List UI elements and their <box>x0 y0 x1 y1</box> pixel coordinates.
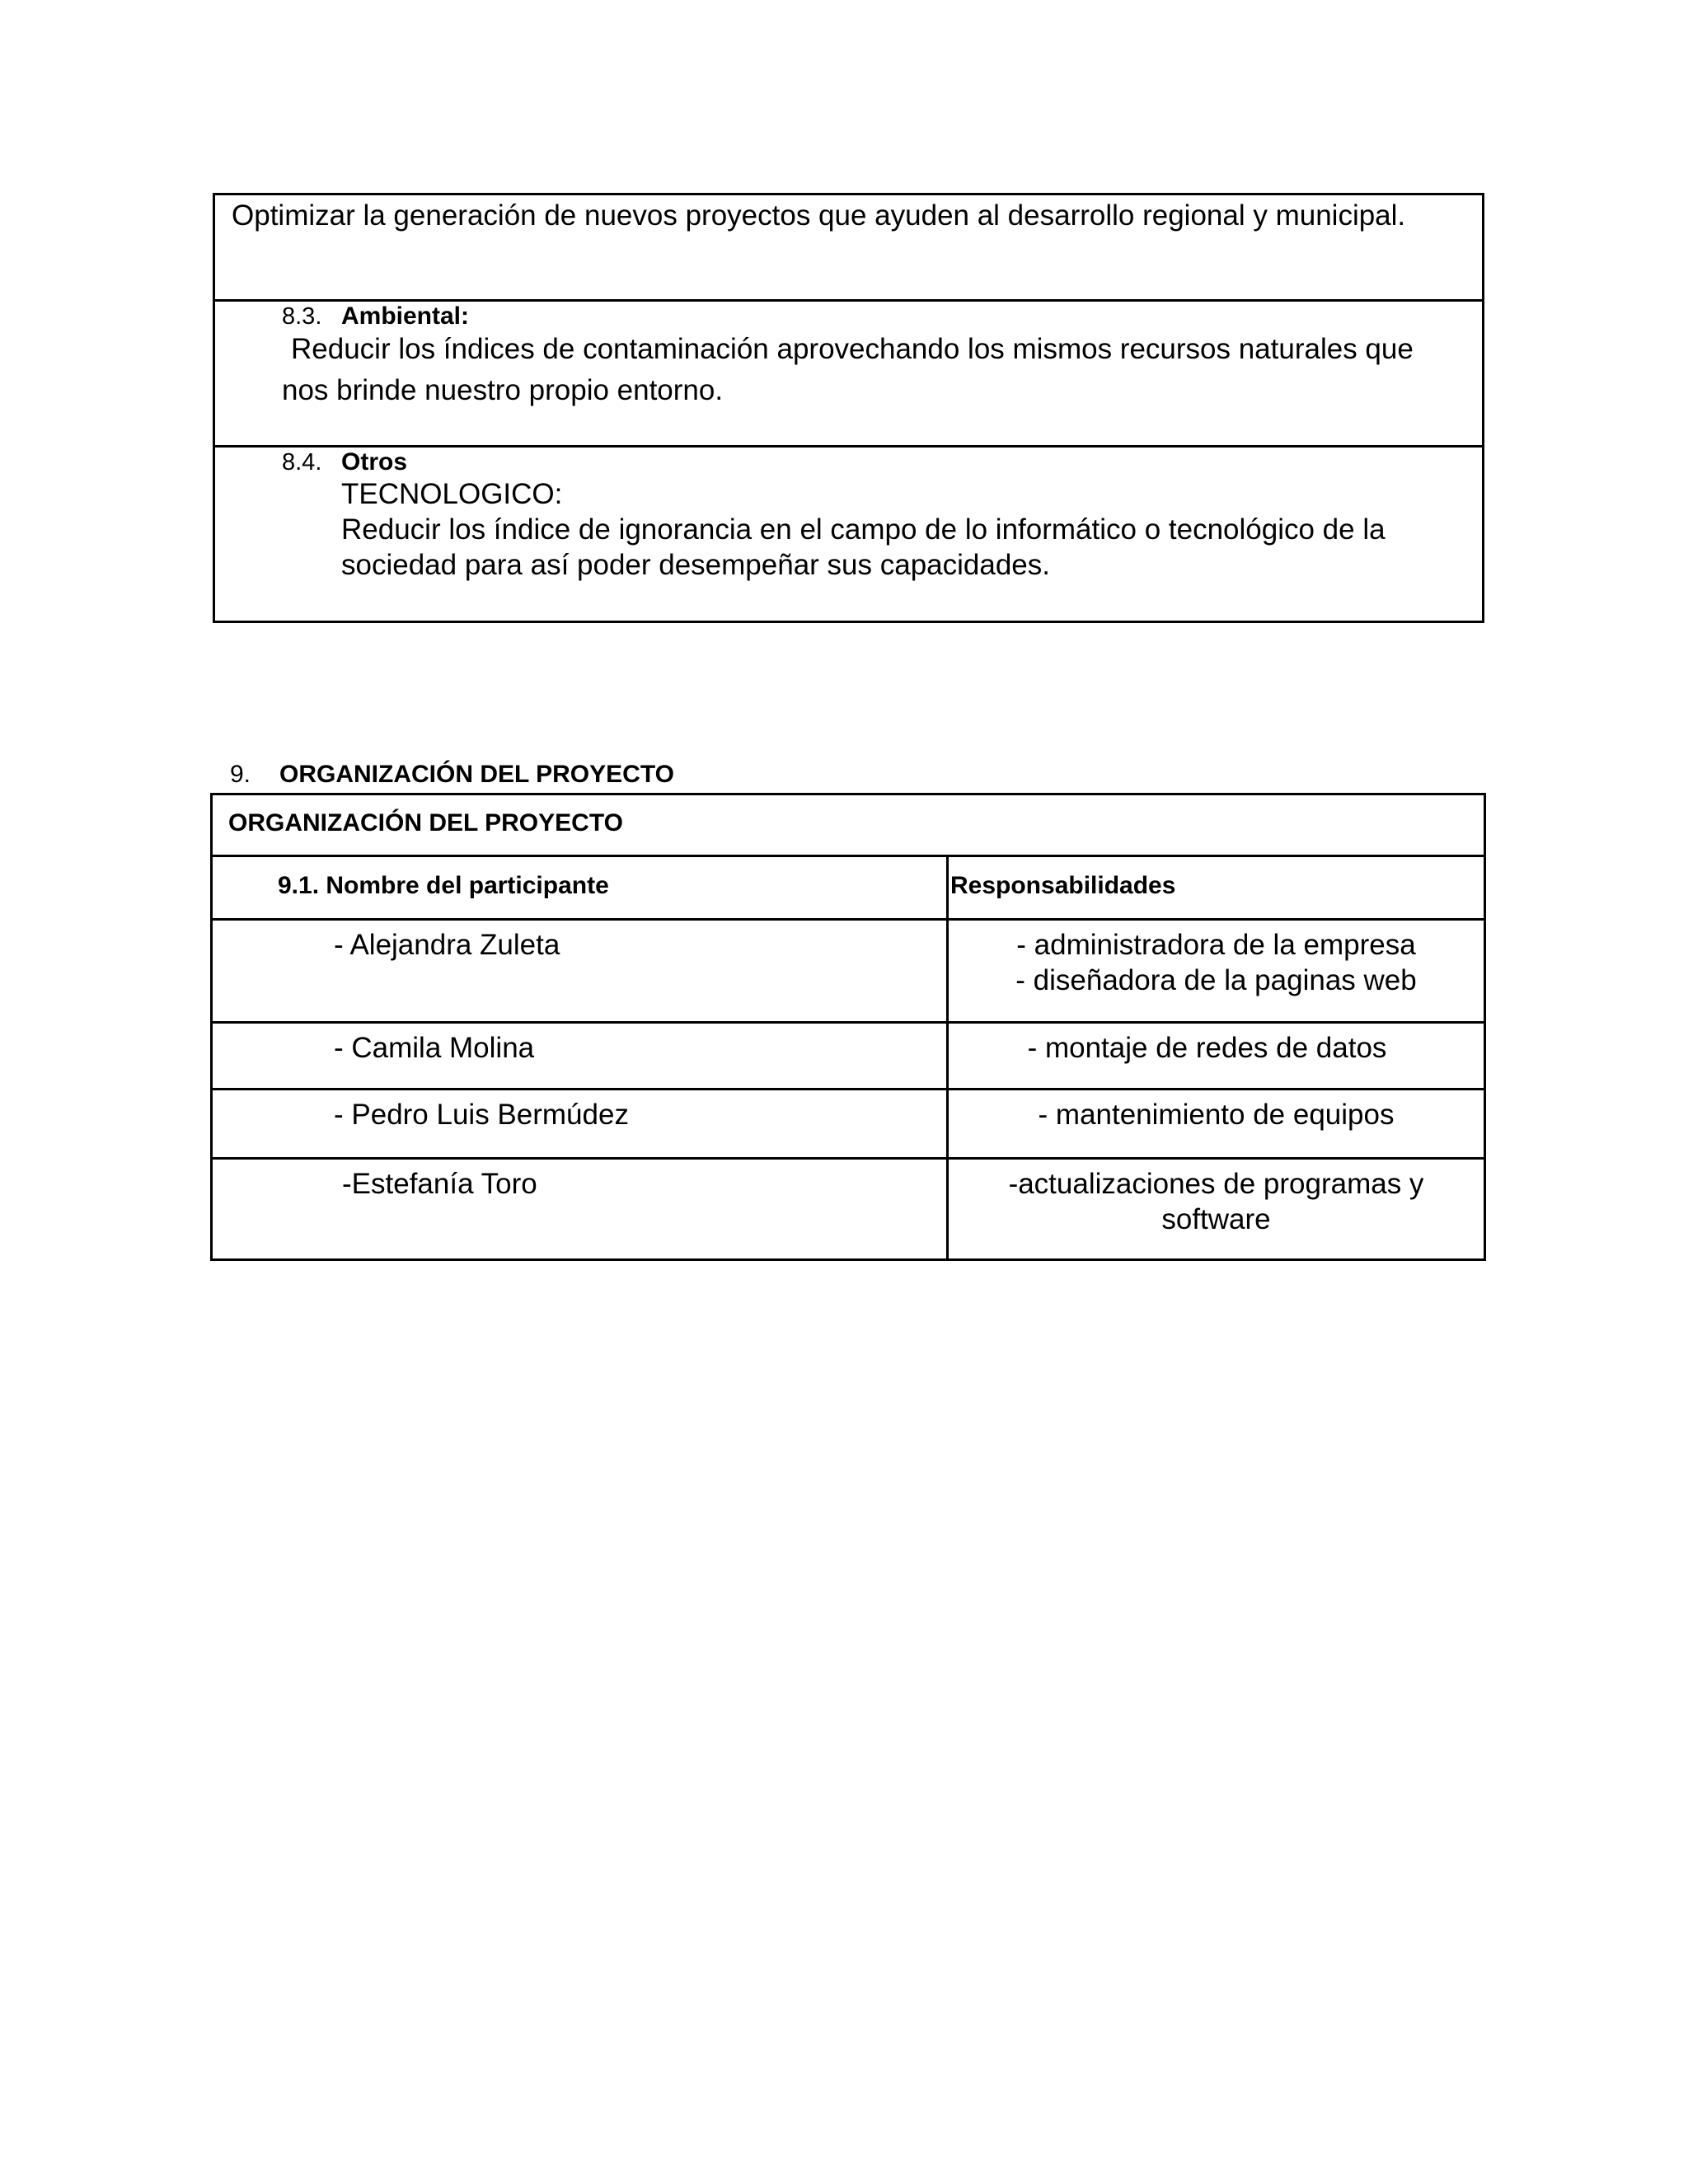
ambiental-paragraph <box>282 329 1477 411</box>
section-9-heading <box>230 758 674 791</box>
responsibility-item: - diseñadora de la paginas web <box>1015 964 1417 996</box>
responsibility-cell <box>949 1024 1484 1088</box>
table-row <box>213 1024 1484 1090</box>
participant-cell <box>213 1090 949 1157</box>
otros-line-2: sociedad para así poder desempeñar sus capacidades. <box>341 549 1050 581</box>
responsibility-cell <box>949 1090 1484 1157</box>
responsibility-list <box>949 1030 1484 1066</box>
section-9-number: 9. <box>230 761 251 788</box>
table-title-row <box>213 795 1484 857</box>
otros-number: 8.4. <box>282 449 322 476</box>
participant-cell <box>213 1160 949 1258</box>
ambiental-line-2: nos brinde nuestro propio entorno. <box>282 374 724 406</box>
table-row <box>213 921 1484 1024</box>
table-title: ORGANIZACIÓN DEL PROYECTO <box>228 809 623 837</box>
organization-table <box>210 793 1486 1261</box>
header-resp-cell <box>949 857 1484 918</box>
intro-cell <box>215 195 1482 302</box>
impact-table <box>213 193 1484 623</box>
participant-name: - Pedro Luis Bermúdez <box>334 1099 629 1131</box>
table-row <box>213 1160 1484 1258</box>
responsibility-item: software <box>1161 1203 1271 1235</box>
section-9-title: ORGANIZACIÓN DEL PROYECTO <box>279 761 674 788</box>
header-name-cell <box>213 857 949 918</box>
responsibility-list <box>949 1166 1484 1237</box>
responsibility-list <box>949 927 1484 998</box>
otros-title: Otros <box>341 448 408 476</box>
ambiental-line-1: Reducir los índices de contaminación aprovechando los mismos recursos naturales que <box>291 333 1414 365</box>
responsibility-list <box>949 1097 1484 1132</box>
table-row <box>213 1090 1484 1160</box>
intro-text: Optimizar la generación de nuevos proyectos que ayuden al desarrollo regional y municipal. <box>232 199 1406 232</box>
participant-cell <box>213 921 949 1021</box>
otros-cell <box>215 448 1482 621</box>
responsibility-item: - mantenimiento de equipos <box>1038 1099 1395 1131</box>
ambiental-number: 8.3. <box>282 303 322 330</box>
ambiental-cell <box>215 302 1482 448</box>
participant-name: - Alejandra Zuleta <box>334 929 560 961</box>
participant-cell <box>213 1024 949 1088</box>
otros-paragraph <box>341 476 1386 583</box>
otros-subtitle: TECNOLOGICO: <box>341 478 563 510</box>
responsibility-item: -actualizaciones de programas y <box>1008 1168 1424 1200</box>
responsibility-item: - montaje de redes de datos <box>1027 1032 1387 1064</box>
table-header-row <box>213 857 1484 921</box>
otros-line-1: Reducir los índice de ignorancia en el campo de lo informático o tecnológico de la <box>341 513 1386 546</box>
participant-name: -Estefanía Toro <box>342 1168 537 1200</box>
header-responsibilities: Responsabilidades <box>950 872 1176 899</box>
responsibility-item: - administradora de la empresa <box>1016 929 1416 961</box>
responsibility-cell <box>949 1160 1484 1258</box>
responsibility-cell <box>949 921 1484 1021</box>
ambiental-title: Ambiental: <box>341 302 470 330</box>
header-name: 9.1. Nombre del participante <box>278 872 609 899</box>
participant-name: - Camila Molina <box>334 1032 535 1064</box>
